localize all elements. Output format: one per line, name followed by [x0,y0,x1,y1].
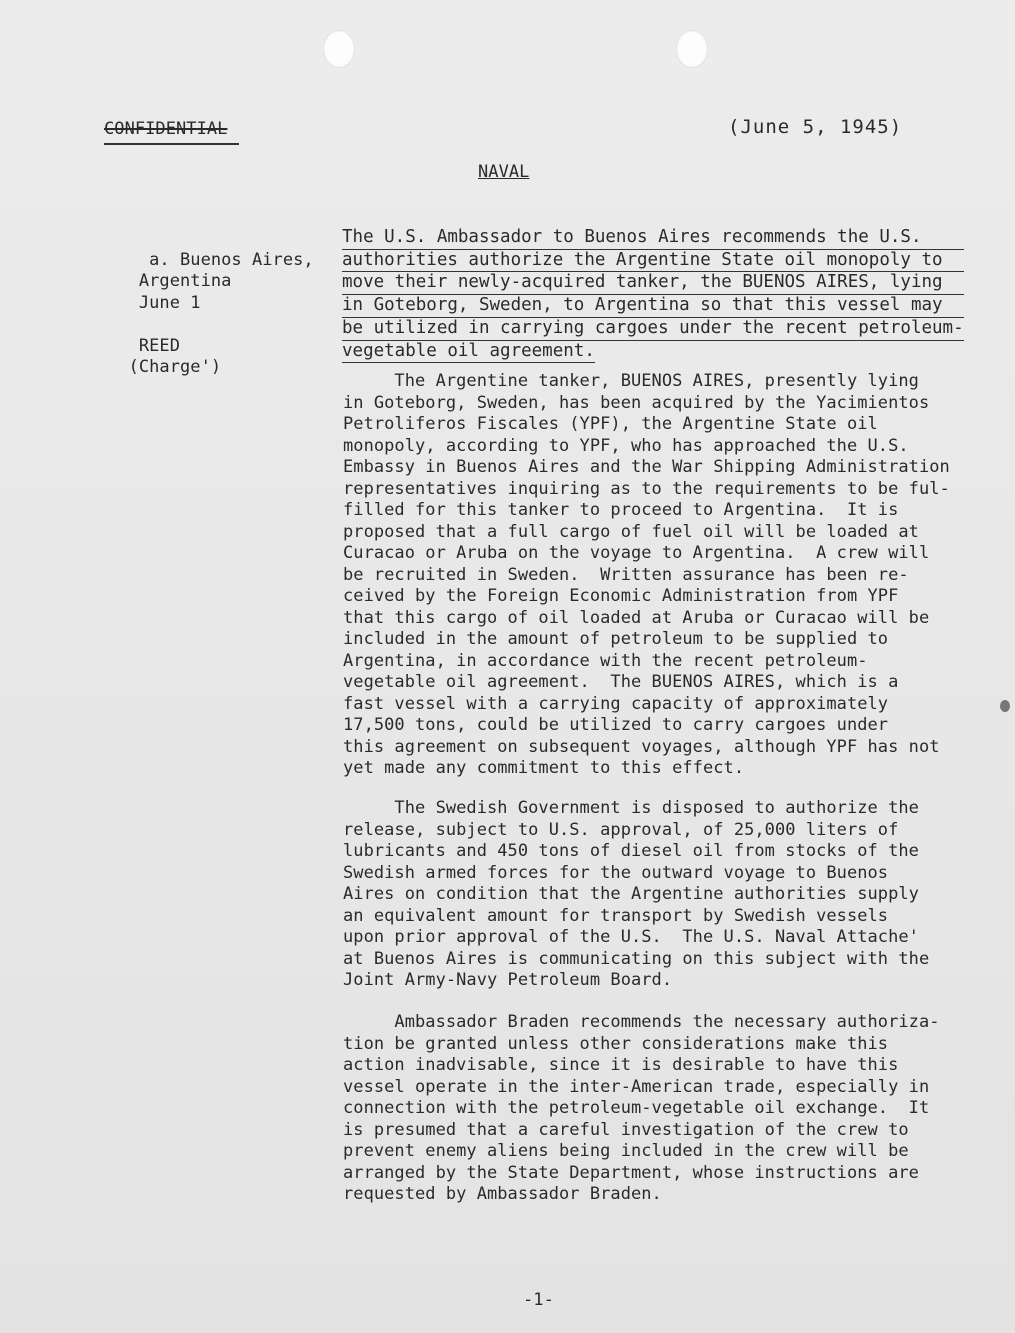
summary-line: in Goteborg, Sweden, to Argentina so that this vessel may [342,295,964,318]
punch-hole-right [676,30,708,68]
source-line: June 1 [108,292,201,313]
page-number: -1- [523,1290,554,1310]
summary-line: be utilized in carrying cargoes under the recent petroleum- [342,318,964,341]
summary-line: vegetable oil agreement. [342,341,595,364]
classification-rule [104,143,239,145]
punch-hole-left [323,30,355,68]
section-heading: NAVAL [478,162,530,182]
summary-line: The U.S. Ambassador to Buenos Aires recommends the U.S. [342,227,964,250]
source-block [108,228,314,400]
source-line: Argentina [108,271,232,291]
source-line: REED [108,335,180,356]
source-line: a. Buenos Aires, [149,249,314,270]
summary-block [342,227,964,363]
source-line: (Charge') [108,357,222,377]
margin-mark [1000,700,1010,712]
summary-line: move their newly-acquired tanker, the BUENOS AIRES, lying [342,272,964,295]
document-date: (June 5, 1945) [728,116,903,138]
summary-line: authorities authorize the Argentine State oil monopoly to [342,250,964,273]
classification-stamp: CONFIDENTIAL [104,119,228,139]
body-paragraph: The Argentine tanker, BUENOS AIRES, presently lying in Goteborg, Sweden, has been acquired by the Yacimientos Petroliferos Fiscales (YPF), the Argentine State oil monopoly, according to YPF, who has approached the U.S. Embassy in Buenos Aires and the War Shipping Administration representatives inquiring as to the requirements to be ful- filled for this tanker to proceed to Argentina. It is proposed that a full cargo of fuel oil will be loaded at Curacao or Aruba on the voyage to Argentina. A crew will be recruited in Sweden. Written assurance has been re- ceived by the Foreign Economic Administration from YPF that this cargo of oil loaded at Aruba or Curacao will be included in the amount of petroleum to be supplied to Argentina, in accordance with the recent petroleum- vegetable oil agreement. The BUENOS AIRES, which is a fast vessel with a carrying capacity of approximately 17,500 tons, could be utilized to carry cargoes under this agreement on subsequent voyages, although YPF has not yet made any commitment to this effect. [343,371,950,778]
body-paragraph: The Swedish Government is disposed to authorize the release, subject to U.S. approval, of 25,000 liters of lubricants and 450 tons of diesel oil from stocks of the Swedish armed forces for the outward voyage to Buenos Aires on condition that the Argentine authorities supply an equivalent amount for transport by Swedish vessels upon prior approval of the U.S. The U.S. Naval Attache' at Buenos Aires is communicating on this subject with the Joint Army-Navy Petroleum Board. [343,798,930,990]
body-paragraph: Ambassador Braden recommends the necessary authoriza- tion be granted unless other considerations make this action inadvisable, since it is desirable to have this vessel operate in the inter-American trade, especially in connection with the petroleum-vegetable oil exchange. It is presumed that a careful investigation of the crew to prevent enemy aliens being included in the crew will be arranged by the State Department, whose instructions are requested by Ambassador Braden. [343,1012,940,1204]
